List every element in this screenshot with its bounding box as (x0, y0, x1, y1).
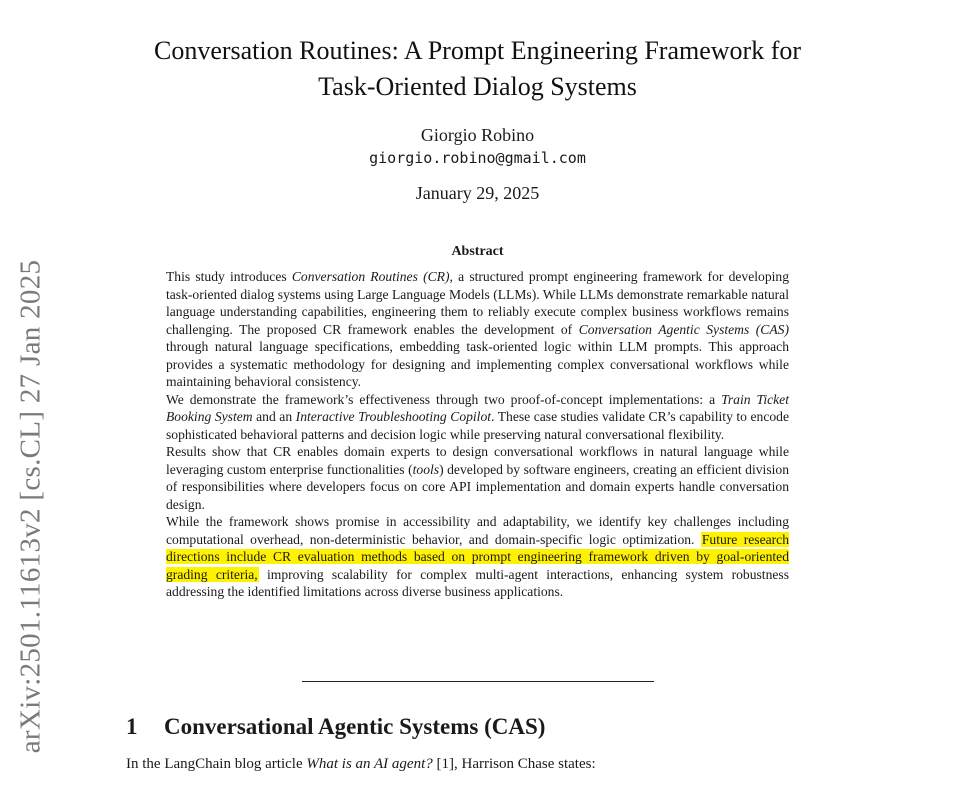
abstract-text: This study introduces (166, 269, 292, 284)
abstract-text: improving scalability for complex multi-agent interactions, enhancing system robustness addressing the identified limitations across diverse business applications. (166, 566, 789, 599)
section-number: 1 (126, 714, 138, 739)
section-intro (126, 754, 826, 774)
section-heading (126, 712, 545, 742)
paper-title (0, 33, 955, 105)
abstract-body (166, 268, 789, 601)
abstract-text: through natural language specifications, embedding task-oriented logic within LLM prompts. This approach provides a systematic methodology for designing and implementing complex conversational workflows while maintaining behavioral consistency. (166, 339, 789, 389)
section-title: Conversational Agentic Systems (CAS) (164, 714, 546, 739)
abstract-text: and an (252, 409, 296, 424)
title-line-2: Task-Oriented Dialog Systems (318, 72, 637, 101)
body-text: In the LangChain blog article (126, 756, 307, 772)
arxiv-sidebar (14, 236, 48, 776)
abstract-text: . These case studies validate CR’s capability to encode sophisticated behavioral patterns and decision logic while preserving natural conversational flexibility. (166, 409, 790, 442)
author-email: giorgio.robino@gmail.com (369, 149, 586, 167)
abstract-text: ) developed by software engineers, creating an efficient division of responsibilities where developers focus on core API implementation and domain experts handle conversation design. (166, 461, 789, 512)
abstract-heading: Abstract (451, 244, 504, 259)
abstract-text: , a structured prompt engineering framework for developing task-oriented dialog systems using Large Language Models (LLMs). While LLMs demonstrate remarkable natural language understanding capabilities, engineering them to reliably execute complex business workflows remains challenging. The proposed CR framework enables the development of (166, 269, 790, 337)
author-name: Giorgio Robino (420, 125, 535, 145)
body-text: [1], Harrison Chase states: (432, 756, 596, 772)
abstract-paragraph-3 (166, 443, 789, 513)
abstract-emphasis: Train Ticket Booking System (166, 391, 789, 424)
arxiv-identifier: arXiv:2501.11613v2 [cs.CL] 27 Jan 2025 (14, 259, 47, 753)
title-line-1: Conversation Routines: A Prompt Engineering Framework for (153, 36, 802, 65)
abstract-text: While the framework shows promise in accessibility and adaptability, we identify key challenges including computational overhead, non-deterministic behavior, and domain-specific logic optimization. (166, 514, 789, 547)
publication-date: January 29, 2025 (415, 183, 540, 203)
abstract-paragraph-4 (166, 513, 789, 601)
section-divider (302, 681, 654, 682)
abstract-paragraph-1 (166, 268, 789, 391)
abstract-text: Results show that CR enables domain experts to design conversational workflows in natural language while leveraging custom enterprise functionalities ( (166, 444, 789, 477)
abstract-text: We demonstrate the framework’s effectiveness through two proof-of-concept implementations: a (166, 391, 722, 407)
abstract-paragraph-2 (166, 391, 789, 444)
abstract-emphasis: Conversation Agentic Systems (CAS) (578, 321, 790, 337)
highlighted-text: Future research directions include CR evaluation methods based on prompt engineering framework driven by goal-oriented grading criteria, (166, 531, 789, 582)
abstract-emphasis: Conversation Routines (CR) (291, 269, 450, 284)
abstract-emphasis: Interactive Troubleshooting Copilot (295, 409, 492, 424)
abstract-emphasis: tools (412, 461, 440, 477)
body-emphasis: What is an AI agent? (306, 756, 433, 772)
